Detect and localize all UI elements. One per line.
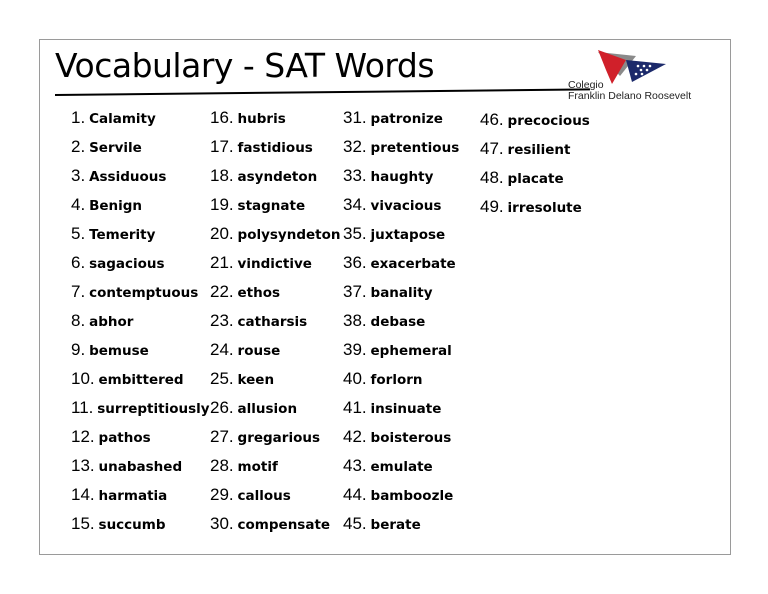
vocab-number: 14. [71,485,95,504]
vocab-number: 42. [343,427,367,446]
vocab-word: unabashed [98,459,183,475]
vocab-item [210,248,312,277]
vocab-item [343,190,441,219]
vocab-item [480,105,590,134]
vocab-number: 13. [71,456,95,475]
vocab-number: 28. [210,456,234,475]
vocab-number: 45. [343,514,367,533]
vocab-word: allusion [237,401,298,417]
vocab-number: 8. [71,311,86,330]
logo-line1: Colegio [568,79,604,91]
vocab-word: forlorn [370,372,423,388]
vocab-word: motif [237,459,278,475]
vocab-number: 29. [210,485,234,504]
vocab-word: polysyndeton [237,227,341,243]
vocab-item [71,161,166,190]
vocab-number: 43. [343,456,367,475]
vocab-word: hubris [237,111,286,127]
vocab-word: callous [237,488,291,504]
vocab-word: pretentious [370,140,460,156]
vocab-item [210,190,305,219]
vocab-item [71,393,210,422]
vocab-word: gregarious [237,430,320,446]
vocab-word: irresolute [507,200,582,216]
vocab-item [71,451,182,480]
vocab-word: vindictive [237,256,312,272]
vocab-word: bemuse [89,343,149,359]
vocab-item [343,364,423,393]
vocab-number: 10. [71,369,95,388]
vocab-number: 18. [210,166,234,185]
vocab-item [210,480,291,509]
vocab-number: 34. [343,195,367,214]
vocab-word: berate [370,517,421,533]
vocab-word: debase [370,314,426,330]
vocab-word: fastidious [237,140,313,156]
vocab-item [343,161,433,190]
vocab-item [343,335,452,364]
vocab-item [480,192,582,221]
vocab-item [210,103,286,132]
vocab-number: 5. [71,224,86,243]
vocab-number: 25. [210,369,234,388]
vocab-number: 9. [71,340,86,359]
vocab-item [210,219,341,248]
vocab-item [71,480,167,509]
vocab-word: ephemeral [370,343,452,359]
vocab-word: Benign [89,198,143,214]
vocab-number: 35. [343,224,367,243]
vocab-number: 33. [343,166,367,185]
vocab-word: pathos [98,430,151,446]
vocab-number: 48. [480,168,504,187]
vocab-item [480,163,564,192]
vocab-word: rouse [237,343,281,359]
vocab-item [71,364,184,393]
vocab-item [210,132,313,161]
vocab-word: haughty [370,169,434,185]
vocab-item [210,277,280,306]
vocab-item [71,132,142,161]
vocab-word: boisterous [370,430,452,446]
vocab-item [480,134,570,163]
vocab-item [71,509,166,538]
vocab-item [343,422,451,451]
vocab-number: 4. [71,195,86,214]
vocab-item [210,451,278,480]
vocab-number: 32. [343,137,367,156]
vocab-item [71,248,165,277]
vocab-number: 27. [210,427,234,446]
vocab-number: 41. [343,398,367,417]
vocab-number: 3. [71,166,86,185]
logo-text [568,80,691,102]
vocab-number: 38. [343,311,367,330]
vocab-item [343,277,433,306]
vocab-item [71,306,133,335]
vocab-number: 40. [343,369,367,388]
vocab-word: banality [370,285,433,301]
vocab-number: 1. [71,108,86,127]
vocab-word: stagnate [237,198,306,214]
vocab-number: 49. [480,197,504,216]
vocab-word: embittered [98,372,184,388]
vocab-word: patronize [370,111,443,127]
vocab-item [343,451,433,480]
vocab-number: 21. [210,253,234,272]
vocab-number: 30. [210,514,234,533]
vocab-item [71,219,155,248]
vocab-word: surreptitiously [97,401,210,417]
vocab-number: 17. [210,137,234,156]
vocab-word: keen [237,372,275,388]
vocab-number: 15. [71,514,95,533]
vocab-number: 37. [343,282,367,301]
vocab-number: 46. [480,110,504,129]
vocab-number: 39. [343,340,367,359]
vocab-number: 31. [343,108,367,127]
vocab-item [343,219,445,248]
vocab-item [210,422,320,451]
vocab-item [343,393,441,422]
vocab-item [343,132,459,161]
vocab-word: bamboozle [370,488,454,504]
vocab-item [71,103,156,132]
vocab-word: asyndeton [237,169,318,185]
vocab-number: 23. [210,311,234,330]
vocab-item [71,335,149,364]
vocab-number: 7. [71,282,86,301]
vocab-word: sagacious [89,256,165,272]
vocab-number: 16. [210,108,234,127]
vocab-word: vivacious [370,198,442,214]
vocab-item [210,364,274,393]
vocab-item [210,335,280,364]
vocab-word: compensate [237,517,331,533]
vocab-word: exacerbate [370,256,456,272]
vocab-item [210,509,330,538]
vocab-number: 47. [480,139,504,158]
vocab-word: Calamity [89,111,156,127]
vocab-number: 22. [210,282,234,301]
vocab-word: ethos [237,285,281,301]
logo-navy-flag [626,60,666,82]
vocab-item [343,306,425,335]
vocab-item [343,509,421,538]
vocab-item [71,277,198,306]
vocab-word: harmatia [98,488,168,504]
vocab-number: 20. [210,224,234,243]
vocab-item [210,161,317,190]
vocab-number: 36. [343,253,367,272]
vocab-item [343,480,453,509]
vocab-word: insinuate [370,401,442,417]
vocab-word: Temerity [89,227,156,243]
vocab-word: placate [507,171,564,187]
vocab-number: 24. [210,340,234,359]
vocab-item [343,103,443,132]
vocab-item [71,190,142,219]
vocab-number: 26. [210,398,234,417]
page-title: Vocabulary - SAT Words [55,46,435,85]
vocab-word: precocious [507,113,590,129]
vocab-word: succumb [98,517,166,533]
vocab-word: resilient [507,142,571,158]
vocab-word: juxtapose [370,227,446,243]
vocab-word: Servile [89,140,142,156]
vocab-number: 6. [71,253,86,272]
vocab-item [343,248,456,277]
logo-line2: Franklin Delano Roosevelt [568,90,692,102]
vocab-word: abhor [89,314,134,330]
vocab-item [210,306,307,335]
vocab-number: 12. [71,427,95,446]
vocab-item [71,422,151,451]
vocab-number: 11. [71,398,94,417]
vocab-item [210,393,297,422]
vocab-word: Assiduous [89,169,167,185]
vocab-number: 2. [71,137,86,156]
vocab-number: 19. [210,195,234,214]
vocab-word: contemptuous [89,285,199,301]
vocab-word: catharsis [237,314,308,330]
vocab-number: 44. [343,485,367,504]
vocab-word: emulate [370,459,433,475]
